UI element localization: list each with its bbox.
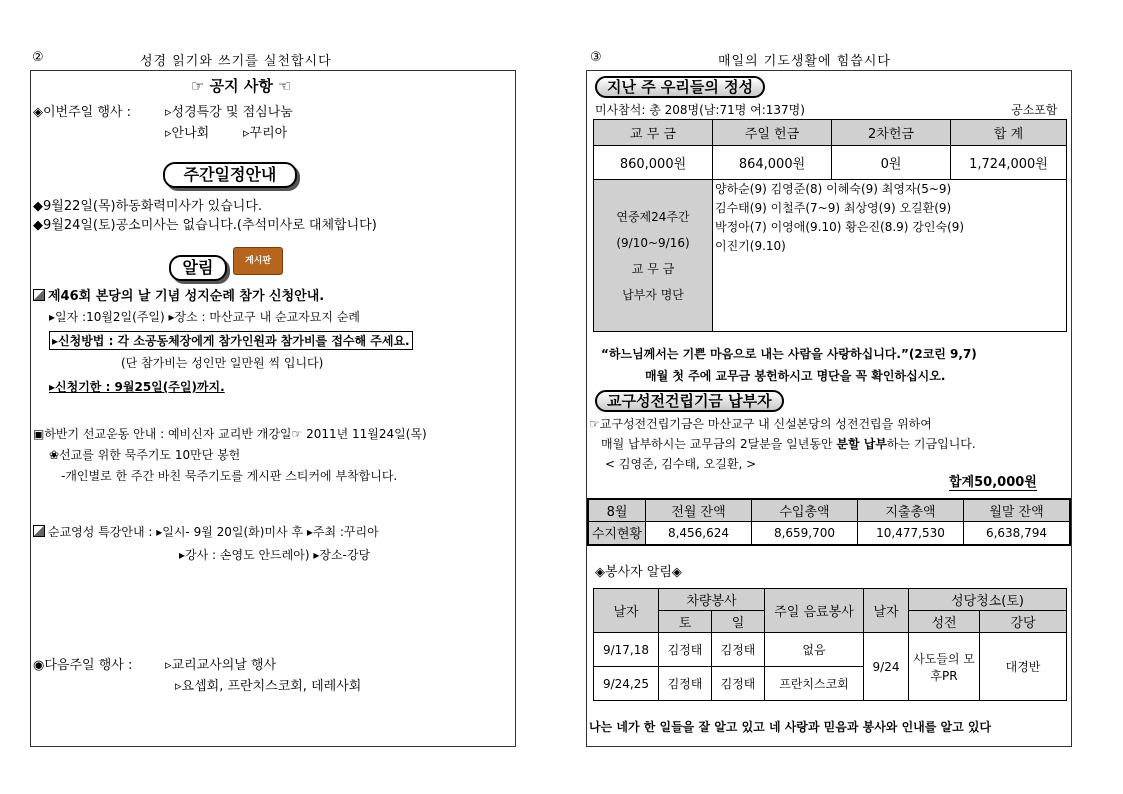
donor-row: [594, 180, 1067, 332]
this-week-item: ▹성경특강 및 점심나눔: [165, 105, 293, 120]
finance-value: 8,456,624: [646, 521, 752, 545]
pilgrimage-fee: (단 참가비는 성인만 일만원 씩 입니다): [121, 356, 324, 370]
quote-note: 매월 첫 주에 교무금 봉헌하시고 명단을 꼭 확인하십시오.: [645, 369, 946, 383]
vol-date: 9/24,25: [594, 667, 659, 701]
attendance: 미사참석: 총 208명(남:71명 여:137명): [595, 103, 805, 117]
donor-label-line: 납부자 명단: [622, 287, 684, 302]
finance-header: 지출총액: [858, 499, 964, 521]
this-week-item: ▹꾸리아: [243, 126, 288, 141]
fund-line: [601, 435, 976, 452]
vol-header-drink: 주일 음료봉사: [765, 589, 864, 633]
offering-header: 주일 헌금: [713, 120, 832, 146]
this-week-label: ◈이번주일 행사 :: [33, 105, 131, 120]
pilgrimage-deadline: ▸신청기한 : 9월25일(주일)까지.: [49, 380, 225, 394]
offering-value: 864,000원: [713, 146, 832, 180]
offering-value: 1,724,000원: [951, 146, 1067, 180]
schedule-item: ◆9월22일(목)하동화력미사가 있습니다.: [33, 199, 263, 214]
donor-line: 박정아(7) 이영애(9.10) 황은진(8.9) 강인숙(9): [715, 220, 965, 234]
announce-title: 알림: [169, 255, 227, 281]
offering-value-row: [594, 146, 1067, 180]
fund-title: 교구성전건립기금 납부자: [595, 390, 784, 412]
this-week-item: ▹안나회: [165, 126, 210, 141]
vol-header-date2: 날자: [864, 589, 909, 633]
vol-sat: 김정태: [659, 633, 712, 667]
pilgrimage-title-text: 제46회 본당의 날 기념 성지순례 참가 신청안내.: [48, 289, 325, 304]
martyr-line: [33, 523, 379, 540]
offering-table: [593, 119, 1067, 332]
right-page-number: ③: [590, 50, 603, 65]
pilgrimage-method: ▸신청방법 : 각 소공동체장에게 참가인원과 참가비를 접수해 주세요.: [49, 331, 413, 350]
notice-title: ☞ 공지 사항 ☜: [191, 77, 292, 95]
footer-verse: 나는 네가 한 일들을 잘 알고 있고 네 사랑과 믿음과 봉사와 인내를 알고 있다: [589, 720, 992, 734]
left-page-number: ②: [32, 50, 45, 65]
martyr-line: ▸강사 : 손영도 안드레아) ▸장소-강당: [179, 548, 371, 562]
vol-clean-date: 9/24: [864, 633, 909, 701]
right-panel: [586, 70, 1072, 747]
donor-label-line: 연중제24주간: [616, 209, 690, 224]
finance-value: 6,638,794: [964, 521, 1071, 545]
finance-header: 월말 잔액: [964, 499, 1071, 521]
donor-line: 이진기(9.10): [715, 239, 786, 253]
square-bullet-icon: [33, 525, 45, 537]
mission-line: ❀선교를 위한 묵주기도 10만단 봉헌: [49, 448, 241, 462]
offering-header: 교 무 금: [594, 120, 713, 146]
left-panel: [30, 70, 516, 747]
square-bullet-icon: [33, 289, 45, 301]
finance-value: 8,659,700: [752, 521, 858, 545]
next-week-label: ◉다음주일 행사 :: [33, 658, 133, 673]
vol-drink: 프란치스코회: [765, 667, 864, 701]
offering-value: 0원: [832, 146, 951, 180]
vol-header-sanctuary: 성전: [909, 611, 980, 633]
fund-total: 합계50,000원: [949, 471, 1037, 491]
vol-date: 9/17,18: [594, 633, 659, 667]
vol-header-hall: 강당: [980, 611, 1067, 633]
quote: “하느님께서는 기쁜 마음으로 내는 사람을 사랑하십니다.”(2코린 9,7): [601, 347, 977, 361]
vol-sun: 김정태: [712, 667, 765, 701]
offering-value: 860,000원: [594, 146, 713, 180]
vol-header-date: 날자: [594, 589, 659, 633]
left-page-header: 성경 읽기와 쓰기를 실천합시다: [140, 54, 332, 69]
finance-month: 8월: [588, 499, 646, 521]
vol-header-car: 차량봉사: [659, 589, 765, 611]
volunteer-title: ◈봉사자 알림◈: [595, 565, 682, 580]
mission-line: ▣하반기 선교운동 안내 : 예비신자 교리반 개강일☞ 2011년 11월24일(목): [33, 427, 427, 441]
vol-clean-sanctuary: 사도들의 모후PR: [909, 633, 980, 701]
next-week-item: ▹요셉회, 프란치스코회, 데레사회: [175, 679, 362, 694]
attendance-note: 공소포함: [1011, 103, 1058, 117]
finance-value: 10,477,530: [858, 521, 964, 545]
pilgrimage-title: [33, 285, 324, 304]
fund-line-text: 매월 납부하시는 교무금의 2달분을 일년동안: [601, 437, 837, 451]
donor-line: 양하순(9) 김영준(8) 이혜숙(9) 최영자(5~9): [715, 182, 952, 196]
offering-header: 합 계: [951, 120, 1067, 146]
martyr-line-text: 순교영성 특강안내 : ▸일시- 9월 20일(화)미사 후 ▸주최 :꾸리아: [48, 525, 379, 539]
offering-header: 2차헌금: [832, 120, 951, 146]
vol-sat: 김정태: [659, 667, 712, 701]
donor-label-line: (9/10~9/16): [616, 235, 690, 250]
vol-header-sat: 토: [659, 611, 712, 633]
pilgrimage-date: ▸일자 :10월2일(주일) ▸장소 : 마산교구 내 순교자묘지 순례: [49, 310, 360, 324]
finance-label: 수지현황: [588, 521, 646, 545]
vol-header-sun: 일: [712, 611, 765, 633]
table-row: [594, 633, 1067, 667]
vol-sun: 김정태: [712, 633, 765, 667]
finance-header-row: [588, 499, 1070, 521]
donor-list: [713, 180, 1067, 332]
next-week-item: ▹교리교사의날 행사: [165, 658, 277, 673]
schedule-item: ◆9월24일(토)공소미사는 없습니다.(추석미사로 대체합니다): [33, 218, 377, 233]
offering-title: 지난 주 우리들의 정성: [595, 76, 765, 98]
board-sign-icon: 게시판: [233, 247, 283, 275]
finance-header: 전월 잔액: [646, 499, 752, 521]
donor-label-line: 교 무 금: [631, 261, 675, 276]
fund-line: ☞교구성전건립기금은 마산교구 내 신설본당의 성전건립을 위하여: [589, 417, 932, 431]
vol-header-clean: 성당청소(토): [909, 589, 1067, 611]
finance-header: 수입총액: [752, 499, 858, 521]
fund-line-text: 하는 기금입니다.: [886, 437, 976, 451]
mission-line: -개인별로 한 주간 바친 묵주기도를 게시판 스티커에 부착합니다.: [61, 469, 398, 483]
fund-names: < 김영준, 김수태, 오길환, >: [605, 457, 757, 471]
donor-label: [594, 180, 713, 332]
vol-header-row: [594, 589, 1067, 611]
fund-line-bold: 분할 납부: [836, 437, 887, 451]
finance-value-row: [588, 521, 1070, 545]
vol-drink: 없음: [765, 633, 864, 667]
right-page-header: 매일의 기도생활에 힘씁시다: [718, 54, 891, 69]
vol-clean-hall: 대경반: [980, 633, 1067, 701]
volunteer-table: [593, 588, 1067, 701]
weekly-schedule-title: 주간일정안내: [163, 162, 297, 188]
finance-table: [587, 498, 1071, 546]
donor-line: 김수태(9) 이철주(7~9) 최상영(9) 오길환(9): [715, 201, 952, 215]
offering-header-row: [594, 120, 1067, 146]
